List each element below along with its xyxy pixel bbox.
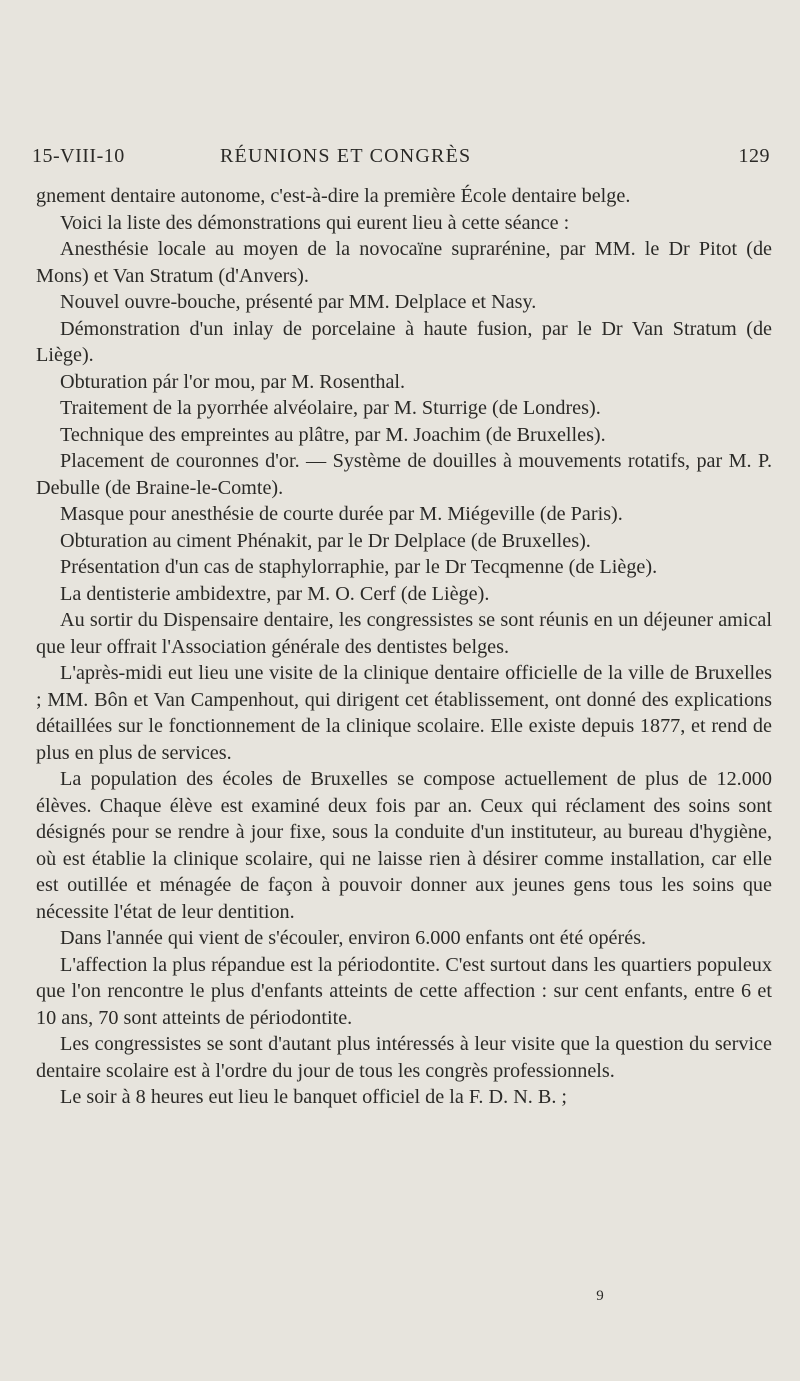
- paragraph: Traitement de la pyorrhée alvéolaire, par M. Sturrige (de Londres).: [60, 397, 601, 419]
- paragraph: La population des écoles de Bruxelles se compose actuellement de plus de 12.000 élèves. Chaque élève est examiné deux fois par an. Ceux qui réclament des soins sont désignés pour se rendre à jour fixe, sous la conduite d'un instituteur, au bureau d'hygiène, où est établie la clinique scolaire, qui ne laisse rien à désirer comme installation, car elle est outillée et ménagée de façon à pouvoir donner aux jeunes gens tous les soins que nécessite l'état de leur dentition.: [36, 768, 772, 923]
- section-title: RÉUNIONS ET CONGRÈS: [220, 145, 472, 167]
- paragraph: Les congressistes se sont d'autant plus intéressés à leur visite que la question du service dentaire scolaire est à l'ordre du jour de tous les congrès professionnels.: [36, 1033, 772, 1082]
- paragraph: Anesthésie locale au moyen de la novocaïne suprarénine, par MM. le Dr Pitot (de Mons) et Van Stratum (d'Anvers).: [36, 238, 772, 287]
- paragraph: Démonstration d'un inlay de porcelaine à haute fusion, par le Dr Van Stratum (de Liège).: [36, 317, 772, 366]
- paragraph: La dentisterie ambidextre, par M. O. Cerf (de Liège).: [60, 582, 490, 605]
- paragraph: Obturation au ciment Phénakit, par le Dr Delplace (de Bruxelles).: [60, 529, 591, 552]
- issue-date: 15-VIII-10: [32, 145, 125, 167]
- body-text: [36, 183, 772, 1111]
- paragraph: Nouvel ouvre-bouche, présenté par MM. Delplace et Nasy.: [60, 291, 537, 313]
- paragraph: Technique des empreintes au plâtre, par M. Joachim (de Bruxelles).: [60, 423, 606, 446]
- paragraph: Obturation pár l'or mou, par M. Rosenthal.: [60, 370, 406, 393]
- paragraph: Au sortir du Dispensaire dentaire, les congressistes se sont réunis en un déjeuner amical que leur offrait l'Association générale des dentistes belges.: [36, 609, 772, 658]
- paragraph: Masque pour anesthésie de courte durée par M. Miégeville (de Paris).: [60, 503, 623, 525]
- paragraph: Voici la liste des démonstrations qui eurent lieu à cette séance :: [60, 211, 570, 234]
- paragraph: gnement dentaire autonome, c'est-à-dire la première École dentaire belge.: [36, 185, 631, 207]
- paragraph: L'après-midi eut lieu une visite de la clinique dentaire officielle de la ville de Bruxelles ; MM. Bôn et Van Campenhout, qui dirigent cet établissement, ont donné des explications détaillées sur le fonctionnement de la clinique scolaire. Elle existe depuis 1877, et rend de plus en plus de services.: [36, 662, 772, 764]
- paragraph: L'affection la plus répandue est la périodontite. C'est surtout dans les quartiers populeux que l'on rencontre le plus d'enfants atteints de cette affection : sur cent enfants, entre 6 et 10 ans, 70 sont atteints de périodontite.: [36, 953, 772, 1029]
- paragraph: Placement de couronnes d'or. — Système de douilles à mouvements rotatifs, par M. P. Debulle (de Braine-le-Comte).: [36, 450, 772, 499]
- page-number: 129: [738, 145, 770, 167]
- paragraph: Dans l'année qui vient de s'écouler, environ 6.000 enfants ont été opérés.: [60, 927, 647, 949]
- paragraph: Le soir à 8 heures eut lieu le banquet officiel de la F. D. N. B. ;: [60, 1086, 568, 1108]
- running-header: [32, 143, 770, 175]
- signature-mark: 9: [596, 1288, 604, 1304]
- paragraph: Présentation d'un cas de staphylorraphie, par le Dr Tecqmenne (de Liège).: [60, 556, 658, 578]
